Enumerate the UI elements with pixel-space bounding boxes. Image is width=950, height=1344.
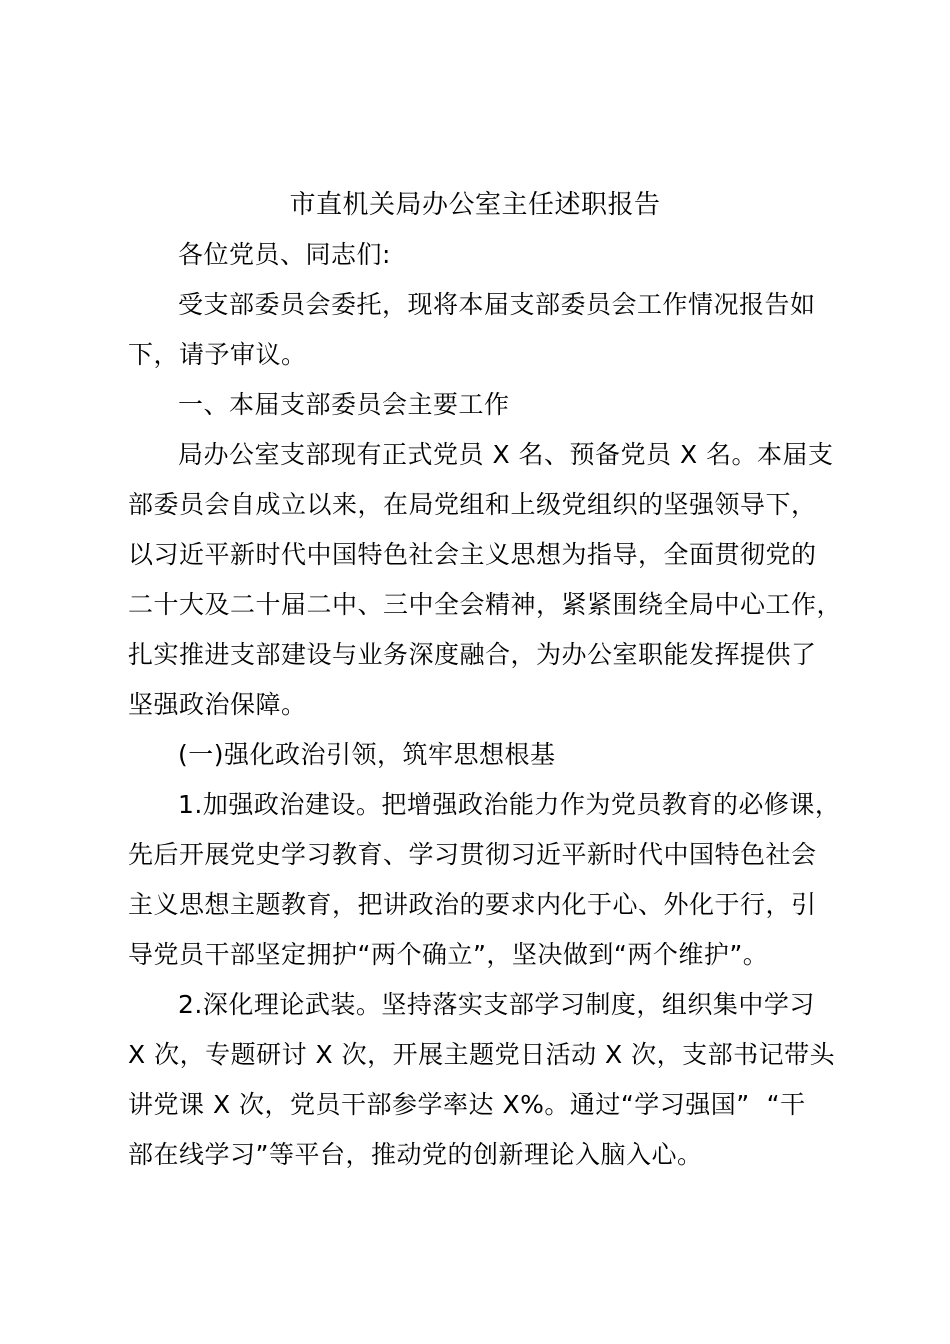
paragraph-line: 坚强政治保障。 [128,690,307,719]
paragraph-line: 部委员会自成立以来，在局党组和上级党组织的坚强领导下， [128,490,817,519]
paragraph-line: 部在线学习”等平台，推动党的创新理论入脑入心。 [128,1140,703,1169]
paragraph-line: 主义思想主题教育，把讲政治的要求内化于心、外化于行，引 [128,890,817,919]
paragraph-line: 受支部委员会委托，现将本届支部委员会工作情况报告如 [178,290,816,319]
paragraph-line: 2.深化理论武装。坚持落实支部学习制度，组织集中学习 [178,990,815,1019]
subsection-heading: (一)强化政治引领，筑牢思想根基 [178,740,556,769]
paragraph-line: 以习近平新时代中国特色社会主义思想为指导，全面贯彻党的 [128,540,817,569]
paragraph-line: 先后开展党史学习教育、学习贯彻习近平新时代中国特色社会 [128,840,817,869]
section-heading: 一、本届支部委员会主要工作 [178,390,510,419]
document-title: 市直机关局办公室主任述职报告 [289,190,661,220]
paragraph-line: 导党员干部坚定拥护“两个确立”，坚决做到“两个维护”。 [128,940,769,969]
paragraph-line: 二十大及二十届二中、三中全会精神，紧紧围绕全局中心工作， [128,590,843,619]
paragraph-line: 局办公室支部现有正式党员 X 名、预备党员 X 名。本届支 [178,440,834,469]
paragraph-line: 1.加强政治建设。把增强政治能力作为党员教育的必修课， [178,790,841,819]
paragraph-line: 扎实推进支部建设与业务深度融合，为办公室职能发挥提供了 [128,640,817,669]
salutation: 各位党员、同志们: [178,240,391,269]
paragraph-line: 下，请予审议。 [128,340,307,369]
paragraph-line: 讲党课 X 次，党员干部参学率达 X%。通过“学习强国” “干 [128,1090,806,1119]
paragraph-line: X 次，专题研讨 X 次，开展主题党日活动 X 次，支部书记带头 [128,1040,836,1069]
